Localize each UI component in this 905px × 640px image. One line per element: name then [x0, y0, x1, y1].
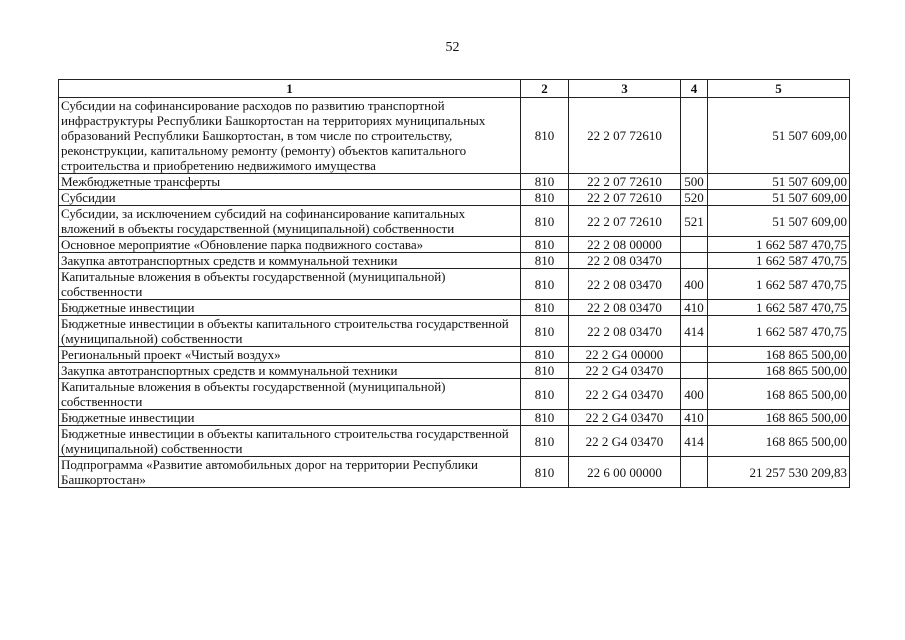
row-vr [681, 457, 708, 488]
row-name: Региональный проект «Чистый воздух» [59, 347, 521, 363]
row-csr: 22 2 07 72610 [569, 174, 681, 190]
row-sum: 51 507 609,00 [708, 174, 850, 190]
row-csr: 22 2 08 03470 [569, 269, 681, 300]
row-name: Субсидии на софинансирование расходов по развитию транспортной инфраструктуры Республики Башкортостан на территориях муниципальных образований Республики Башкортостан, в том числе по строительству, реконструкции, капитальному ремонту (ремонту) объектов капитального строительства и приобретению недвижимого имущества [59, 98, 521, 174]
row-csr: 22 2 08 03470 [569, 316, 681, 347]
table-row [59, 98, 850, 174]
row-sum: 168 865 500,00 [708, 363, 850, 379]
table-row [59, 206, 850, 237]
row-vr: 414 [681, 426, 708, 457]
table-row [59, 253, 850, 269]
header-row [59, 80, 850, 98]
row-name: Капитальные вложения в объекты государственной (муниципальной) собственности [59, 269, 521, 300]
row-vr [681, 98, 708, 174]
row-csr: 22 2 08 03470 [569, 300, 681, 316]
row-vr: 410 [681, 410, 708, 426]
row-ved: 810 [521, 174, 569, 190]
row-csr: 22 2 G4 03470 [569, 426, 681, 457]
row-sum: 1 662 587 470,75 [708, 253, 850, 269]
row-sum: 1 662 587 470,75 [708, 300, 850, 316]
row-ved: 810 [521, 316, 569, 347]
table-row [59, 269, 850, 300]
table-row [59, 347, 850, 363]
row-sum: 51 507 609,00 [708, 206, 850, 237]
row-sum: 168 865 500,00 [708, 347, 850, 363]
table-row [59, 410, 850, 426]
row-name: Бюджетные инвестиции в объекты капитального строительства государственной (муниципальной) собственности [59, 316, 521, 347]
row-sum: 1 662 587 470,75 [708, 237, 850, 253]
table-row [59, 300, 850, 316]
row-name: Закупка автотранспортных средств и коммунальной техники [59, 253, 521, 269]
header-col-4: 4 [681, 80, 708, 98]
row-ved: 810 [521, 347, 569, 363]
row-csr: 22 2 G4 03470 [569, 363, 681, 379]
header-col-3: 3 [569, 80, 681, 98]
row-csr: 22 2 G4 03470 [569, 410, 681, 426]
row-csr: 22 2 07 72610 [569, 206, 681, 237]
row-ved: 810 [521, 206, 569, 237]
row-csr: 22 2 07 72610 [569, 190, 681, 206]
row-ved: 810 [521, 300, 569, 316]
row-vr: 414 [681, 316, 708, 347]
row-vr: 520 [681, 190, 708, 206]
table-header [59, 80, 850, 98]
table-row [59, 190, 850, 206]
row-ved: 810 [521, 190, 569, 206]
row-csr: 22 6 00 00000 [569, 457, 681, 488]
row-vr: 410 [681, 300, 708, 316]
row-name: Основное мероприятие «Обновление парка подвижного состава» [59, 237, 521, 253]
row-ved: 810 [521, 269, 569, 300]
row-name: Межбюджетные трансферты [59, 174, 521, 190]
budget-table [58, 79, 850, 488]
table-row [59, 457, 850, 488]
row-sum: 1 662 587 470,75 [708, 316, 850, 347]
table-row [59, 379, 850, 410]
row-name: Бюджетные инвестиции в объекты капитального строительства государственной (муниципальной) собственности [59, 426, 521, 457]
row-name: Субсидии, за исключением субсидий на софинансирование капитальных вложений в объекты государственной (муниципальной) собственности [59, 206, 521, 237]
row-sum: 168 865 500,00 [708, 379, 850, 410]
table-row [59, 363, 850, 379]
row-name: Закупка автотранспортных средств и коммунальной техники [59, 363, 521, 379]
row-vr [681, 347, 708, 363]
table-row [59, 316, 850, 347]
row-name: Субсидии [59, 190, 521, 206]
row-sum: 1 662 587 470,75 [708, 269, 850, 300]
row-ved: 810 [521, 410, 569, 426]
row-sum: 168 865 500,00 [708, 426, 850, 457]
table-row [59, 174, 850, 190]
row-vr [681, 363, 708, 379]
row-csr: 22 2 G4 03470 [569, 379, 681, 410]
row-csr: 22 2 08 03470 [569, 253, 681, 269]
row-csr: 22 2 07 72610 [569, 98, 681, 174]
row-ved: 810 [521, 98, 569, 174]
header-col-5: 5 [708, 80, 850, 98]
table-row [59, 426, 850, 457]
row-name: Бюджетные инвестиции [59, 300, 521, 316]
row-sum: 168 865 500,00 [708, 410, 850, 426]
row-vr: 521 [681, 206, 708, 237]
row-ved: 810 [521, 457, 569, 488]
row-vr [681, 237, 708, 253]
table-body [59, 98, 850, 488]
table-row [59, 237, 850, 253]
row-ved: 810 [521, 237, 569, 253]
row-csr: 22 2 08 00000 [569, 237, 681, 253]
row-vr: 400 [681, 269, 708, 300]
row-vr: 400 [681, 379, 708, 410]
row-sum: 21 257 530 209,83 [708, 457, 850, 488]
row-csr: 22 2 G4 00000 [569, 347, 681, 363]
row-ved: 810 [521, 253, 569, 269]
page-number: 52 [445, 40, 460, 55]
row-ved: 810 [521, 426, 569, 457]
row-name: Капитальные вложения в объекты государственной (муниципальной) собственности [59, 379, 521, 410]
row-vr: 500 [681, 174, 708, 190]
row-vr [681, 253, 708, 269]
row-name: Подпрограмма «Развитие автомобильных дорог на территории Республики Башкортостан» [59, 457, 521, 488]
header-col-2: 2 [521, 80, 569, 98]
row-sum: 51 507 609,00 [708, 98, 850, 174]
row-ved: 810 [521, 363, 569, 379]
row-ved: 810 [521, 379, 569, 410]
row-name: Бюджетные инвестиции [59, 410, 521, 426]
row-sum: 51 507 609,00 [708, 190, 850, 206]
header-col-1: 1 [59, 80, 521, 98]
